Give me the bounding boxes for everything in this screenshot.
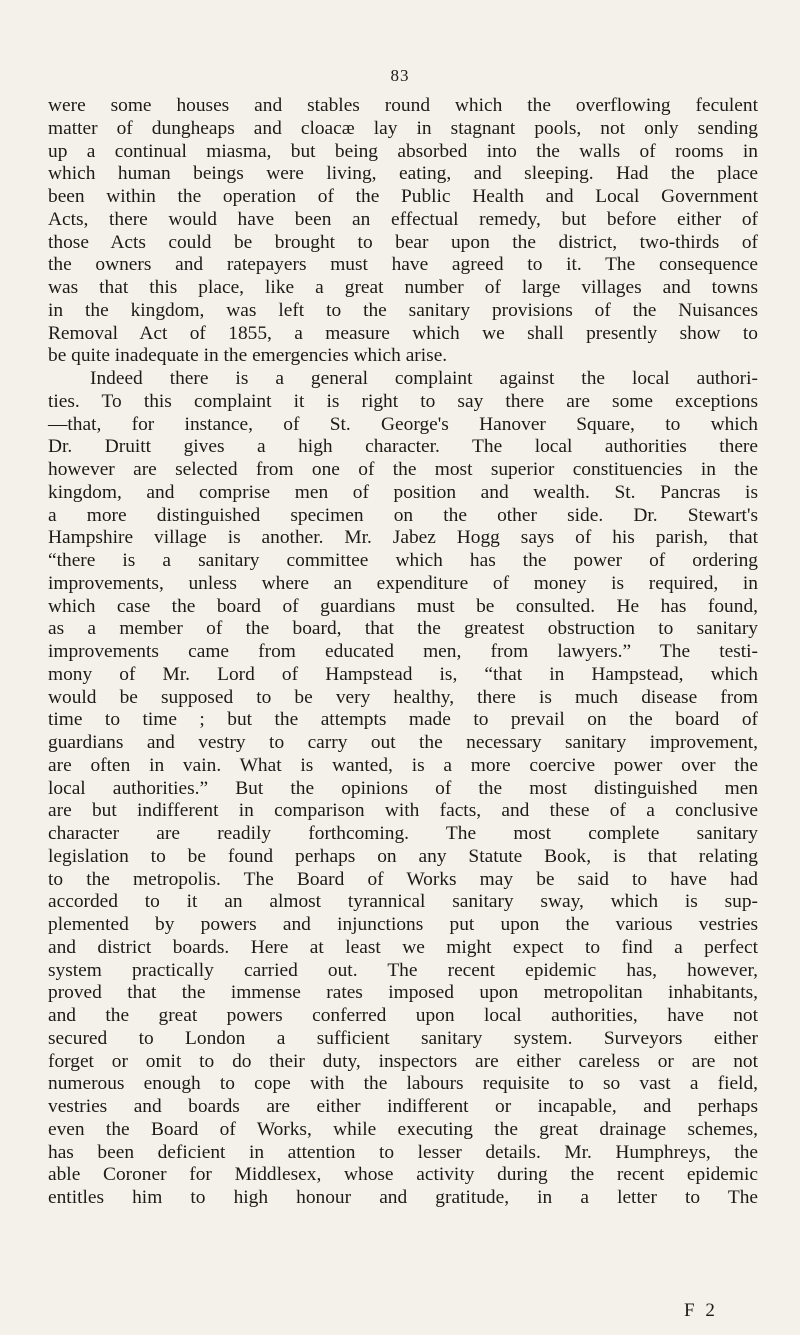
text-line: mony of Mr. Lord of Hampstead is, “that in Hampstead, which	[48, 663, 758, 685]
text-line: been within the operation of the Public Health and Local Government	[48, 186, 758, 207]
text-line: entitles him to high honour and gratitude, in a letter to The	[48, 1187, 758, 1208]
text-line: numerous enough to cope with the labours requisite to so vast a field,	[48, 1073, 758, 1095]
text-line: a more distinguished specimen on the other side. Dr. Stewart's	[48, 504, 758, 526]
body-text	[48, 95, 758, 1210]
text-line: legislation to be found perhaps on any Statute Book, is that relating	[48, 845, 758, 867]
text-line: would be supposed to be very healthy, there is much disease from	[48, 686, 758, 708]
text-line: accorded to it an almost tyrannical sanitary sway, which is sup-	[48, 891, 758, 913]
text-line: which case the board of guardians must be consulted. He has found,	[48, 595, 758, 617]
text-line: time to time ; but the attempts made to prevail on the board of	[48, 709, 758, 731]
text-line: the owners and ratepayers must have agreed to it. The consequence	[48, 254, 758, 276]
text-line: are but indifferent in comparison with facts, and these of a conclusive	[48, 800, 758, 822]
text-line: those Acts could be brought to bear upon the district, two-thirds of	[48, 231, 758, 253]
text-line: Hampshire village is another. Mr. Jabez Hogg says of his parish, that	[48, 527, 758, 549]
text-line: system practically carried out. The recent epidemic has, however,	[48, 959, 758, 981]
text-line: to the metropolis. The Board of Works may be said to have had	[48, 868, 758, 890]
text-line: Indeed there is a general complaint against the local authori-	[90, 368, 758, 389]
text-line: which human beings were living, eating, and sleeping. Had the place	[48, 163, 758, 185]
text-line: improvements, unless where an expenditure of money is required, in	[48, 572, 758, 594]
text-line: and the great powers conferred upon local authorities, have not	[48, 1005, 758, 1026]
text-line: improvements came from educated men, from lawyers.” The testi-	[48, 641, 758, 662]
text-line: proved that the immense rates imposed upon metropolitan inhabitants,	[48, 982, 758, 1004]
text-line: kingdom, and comprise men of position and wealth. St. Pancras is	[48, 481, 758, 503]
text-line: however are selected from one of the most superior constituencies in the	[48, 459, 758, 480]
text-line: in the kingdom, was left to the sanitary provisions of the Nuisances	[48, 299, 758, 321]
text-line: secured to London a sufficient sanitary system. Surveyors either	[48, 1027, 758, 1049]
text-line: local authorities.” But the opinions of the most distinguished men	[48, 777, 758, 799]
text-line: and district boards. Here at least we might expect to find a perfect	[48, 936, 758, 958]
text-line: was that this place, like a great number of large villages and towns	[48, 277, 758, 298]
text-line: be quite inadequate in the emergencies which arise.	[48, 345, 448, 367]
text-line: guardians and vestry to carry out the necessary sanitary improvement,	[48, 732, 758, 753]
text-line: Acts, there would have been an effectual remedy, but before either of	[48, 208, 758, 230]
text-line: —that, for instance, of St. George's Hanover Square, to which	[48, 413, 758, 435]
text-line: matter of dungheaps and cloacæ lay in stagnant pools, not only sending	[48, 117, 758, 139]
text-line: vestries and boards are either indifferent or incapable, and perhaps	[48, 1096, 758, 1117]
text-line: Removal Act of 1855, a measure which we shall presently show to	[48, 322, 758, 344]
text-line: as a member of the board, that the greatest obstruction to sanitary	[48, 618, 758, 640]
text-line: are often in vain. What is wanted, is a more coercive power over the	[48, 754, 758, 776]
page-number: 83	[390, 66, 410, 85]
signature-mark: F 2	[684, 1300, 718, 1321]
text-line: even the Board of Works, while executing the great drainage schemes,	[48, 1118, 758, 1140]
text-line: up a continual miasma, but being absorbed into the walls of rooms in	[48, 140, 758, 162]
text-line: plemented by powers and injunctions put upon the various vestries	[48, 914, 758, 935]
text-line: character are readily forthcoming. The most complete sanitary	[48, 823, 758, 844]
text-line: able Coroner for Middlesex, whose activity during the recent epidemic	[48, 1164, 758, 1186]
text-line: has been deficient in attention to lesser details. Mr. Humphreys, the	[48, 1141, 758, 1163]
text-line: were some houses and stables round which the overflowing feculent	[48, 95, 758, 116]
text-line: Dr. Druitt gives a high character. The local authorities there	[48, 436, 758, 458]
text-line: ties. To this complaint it is right to say there are some exceptions	[48, 390, 758, 412]
text-line: “there is a sanitary committee which has the power of ordering	[48, 550, 758, 571]
text-line: forget or omit to do their duty, inspectors are either careless or are not	[48, 1050, 758, 1072]
